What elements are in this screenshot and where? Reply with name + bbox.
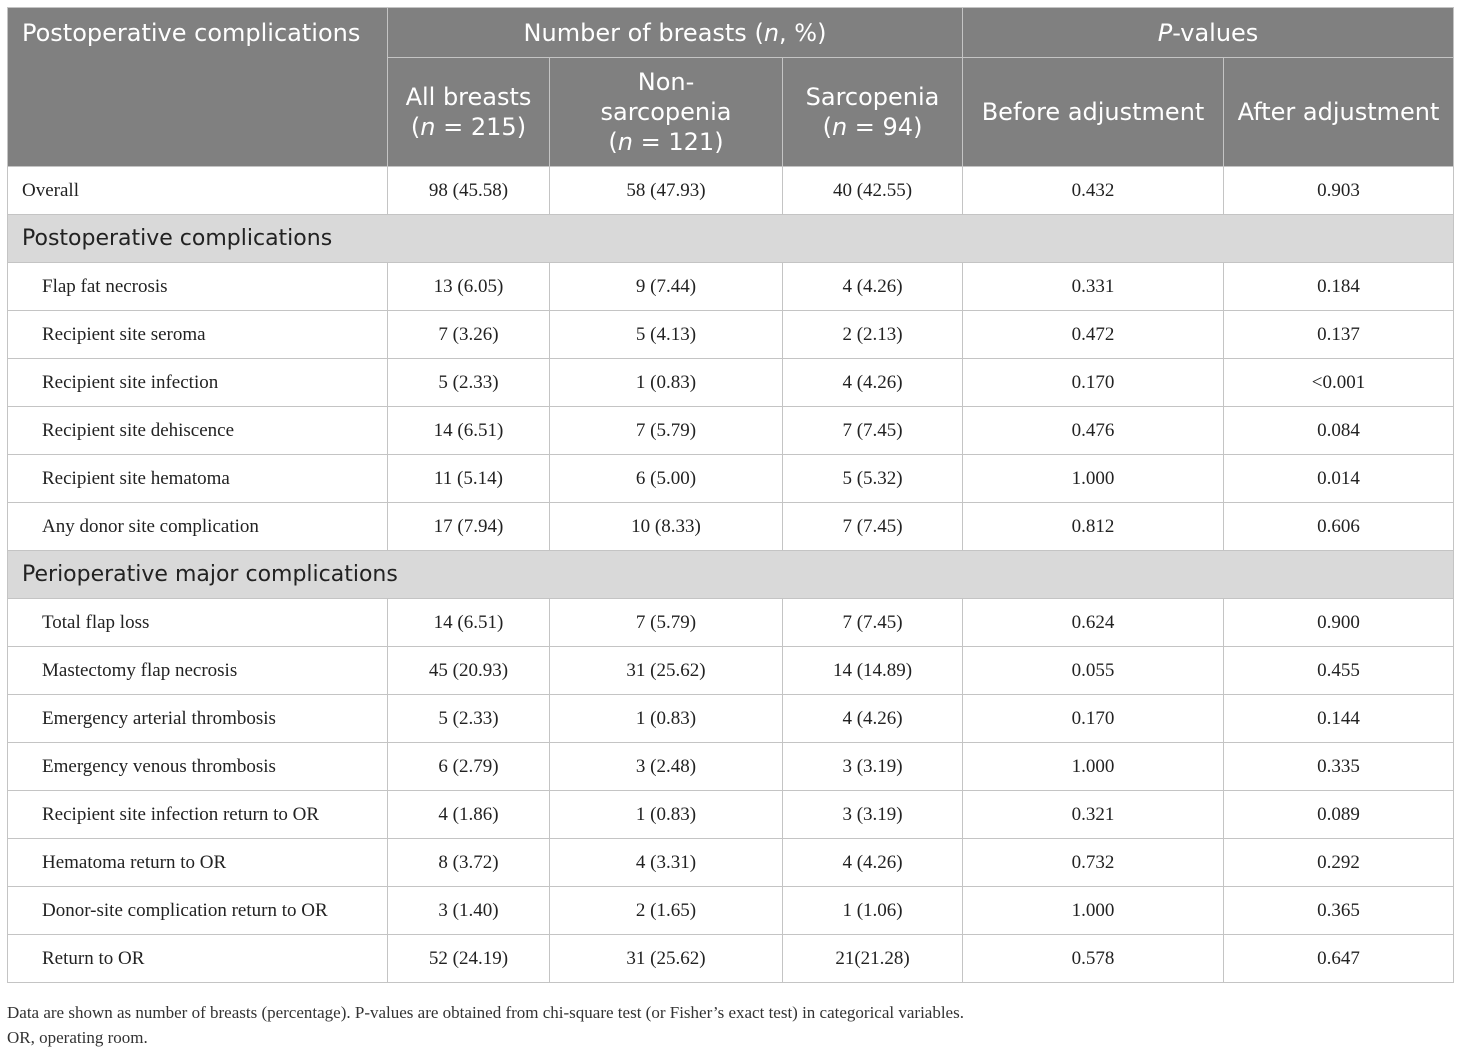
cell-after-adjustment: 0.084 (1224, 407, 1454, 455)
table-row-overall (8, 167, 1454, 215)
cell-non-sarcopenia: 7 (5.79) (550, 599, 783, 647)
cell-before-adjustment: 0.472 (963, 311, 1224, 359)
cell-all-breasts: 13 (6.05) (388, 263, 550, 311)
cell-before-adjustment: 0.321 (963, 791, 1224, 839)
cell-all-breasts: 11 (5.14) (388, 455, 550, 503)
table-row (8, 839, 1454, 887)
header-non-sarcopenia: Non- sarcopenia (n = 121) (550, 58, 783, 167)
table-row (8, 503, 1454, 551)
header-postoperative-complications: Postoperative complications (8, 8, 388, 167)
cell-sarcopenia: 14 (14.89) (783, 647, 963, 695)
cell-sarcopenia: 1 (1.06) (783, 887, 963, 935)
cell-all-breasts: 14 (6.51) (388, 599, 550, 647)
row-label: Return to OR (8, 935, 388, 983)
row-label: Emergency arterial thrombosis (8, 695, 388, 743)
section-title: Perioperative major complications (8, 551, 1454, 599)
cell-sarcopenia: 4 (4.26) (783, 695, 963, 743)
cell-non-sarcopenia: 7 (5.79) (550, 407, 783, 455)
complications-table (7, 7, 1454, 983)
table-row (8, 935, 1454, 983)
header-sarcopenia: Sarcopenia (n = 94) (783, 58, 963, 167)
cell-non-sarcopenia: 3 (2.48) (550, 743, 783, 791)
cell-non-sarcopenia: 6 (5.00) (550, 455, 783, 503)
cell-sarcopenia: 7 (7.45) (783, 503, 963, 551)
cell-after-adjustment: 0.184 (1224, 263, 1454, 311)
cell-non-sarcopenia: 2 (1.65) (550, 887, 783, 935)
cell-after-adjustment: <0.001 (1224, 359, 1454, 407)
row-label: Donor-site complication return to OR (8, 887, 388, 935)
cell-all-breasts: 7 (3.26) (388, 311, 550, 359)
cell-after-adjustment: 0.903 (1224, 167, 1454, 215)
cell-sarcopenia: 3 (3.19) (783, 791, 963, 839)
row-label: Flap fat necrosis (8, 263, 388, 311)
header-p-values: P-values (963, 8, 1454, 58)
cell-after-adjustment: 0.900 (1224, 599, 1454, 647)
cell-before-adjustment: 0.331 (963, 263, 1224, 311)
cell-before-adjustment: 1.000 (963, 743, 1224, 791)
row-label: Recipient site infection return to OR (8, 791, 388, 839)
cell-all-breasts: 6 (2.79) (388, 743, 550, 791)
cell-all-breasts: 45 (20.93) (388, 647, 550, 695)
cell-non-sarcopenia: 9 (7.44) (550, 263, 783, 311)
cell-non-sarcopenia: 5 (4.13) (550, 311, 783, 359)
table-row (8, 791, 1454, 839)
cell-all-breasts: 17 (7.94) (388, 503, 550, 551)
table-row (8, 695, 1454, 743)
row-label: Recipient site seroma (8, 311, 388, 359)
cell-after-adjustment: 0.292 (1224, 839, 1454, 887)
row-label: Recipient site infection (8, 359, 388, 407)
cell-after-adjustment: 0.365 (1224, 887, 1454, 935)
cell-sarcopenia: 21(21.28) (783, 935, 963, 983)
cell-sarcopenia: 7 (7.45) (783, 407, 963, 455)
cell-all-breasts: 5 (2.33) (388, 695, 550, 743)
row-label: Recipient site hematoma (8, 455, 388, 503)
cell-non-sarcopenia: 1 (0.83) (550, 695, 783, 743)
header-after-adjustment: After adjustment (1224, 58, 1454, 167)
cell-after-adjustment: 0.647 (1224, 935, 1454, 983)
section-title: Postoperative complications (8, 215, 1454, 263)
header-all-breasts: All breasts (n = 215) (388, 58, 550, 167)
table-row (8, 455, 1454, 503)
cell-after-adjustment: 0.606 (1224, 503, 1454, 551)
cell-after-adjustment: 0.144 (1224, 695, 1454, 743)
cell-after-adjustment: 0.089 (1224, 791, 1454, 839)
row-label: Recipient site dehiscence (8, 407, 388, 455)
cell-all-breasts: 14 (6.51) (388, 407, 550, 455)
table-row (8, 599, 1454, 647)
cell-before-adjustment: 0.476 (963, 407, 1224, 455)
table-row (8, 311, 1454, 359)
cell-non-sarcopenia: 31 (25.62) (550, 935, 783, 983)
table-row (8, 359, 1454, 407)
table-row (8, 263, 1454, 311)
cell-non-sarcopenia: 1 (0.83) (550, 359, 783, 407)
cell-sarcopenia: 4 (4.26) (783, 263, 963, 311)
cell-before-adjustment: 1.000 (963, 887, 1224, 935)
row-label: Emergency venous thrombosis (8, 743, 388, 791)
row-label: Overall (8, 167, 388, 215)
cell-all-breasts: 8 (3.72) (388, 839, 550, 887)
cell-all-breasts: 3 (1.40) (388, 887, 550, 935)
cell-non-sarcopenia: 58 (47.93) (550, 167, 783, 215)
cell-before-adjustment: 0.578 (963, 935, 1224, 983)
cell-non-sarcopenia: 4 (3.31) (550, 839, 783, 887)
cell-sarcopenia: 2 (2.13) (783, 311, 963, 359)
cell-all-breasts: 52 (24.19) (388, 935, 550, 983)
cell-sarcopenia: 3 (3.19) (783, 743, 963, 791)
row-label: Any donor site complication (8, 503, 388, 551)
cell-all-breasts: 4 (1.86) (388, 791, 550, 839)
cell-non-sarcopenia: 1 (0.83) (550, 791, 783, 839)
table-footnotes (7, 1000, 1447, 1050)
cell-sarcopenia: 7 (7.45) (783, 599, 963, 647)
row-label: Total flap loss (8, 599, 388, 647)
header-before-adjustment: Before adjustment (963, 58, 1224, 167)
cell-sarcopenia: 4 (4.26) (783, 839, 963, 887)
cell-after-adjustment: 0.137 (1224, 311, 1454, 359)
footnote-data: Data are shown as number of breasts (percentage). P-values are obtained from chi-square test (or Fisher’s exact test) in categorical variables. (7, 1003, 964, 1022)
row-label: Mastectomy flap necrosis (8, 647, 388, 695)
cell-after-adjustment: 0.455 (1224, 647, 1454, 695)
cell-after-adjustment: 0.335 (1224, 743, 1454, 791)
cell-before-adjustment: 1.000 (963, 455, 1224, 503)
cell-non-sarcopenia: 10 (8.33) (550, 503, 783, 551)
section-header-row (8, 215, 1454, 263)
cell-all-breasts: 5 (2.33) (388, 359, 550, 407)
cell-before-adjustment: 0.170 (963, 695, 1224, 743)
table-row (8, 887, 1454, 935)
cell-before-adjustment: 0.732 (963, 839, 1224, 887)
cell-before-adjustment: 0.170 (963, 359, 1224, 407)
header-number-of-breasts: Number of breasts (n, %) (388, 8, 963, 58)
cell-sarcopenia: 4 (4.26) (783, 359, 963, 407)
cell-before-adjustment: 0.624 (963, 599, 1224, 647)
cell-before-adjustment: 0.055 (963, 647, 1224, 695)
section-header-row (8, 551, 1454, 599)
table-row (8, 407, 1454, 455)
cell-after-adjustment: 0.014 (1224, 455, 1454, 503)
row-label: Hematoma return to OR (8, 839, 388, 887)
table-row (8, 743, 1454, 791)
table-row (8, 647, 1454, 695)
cell-sarcopenia: 5 (5.32) (783, 455, 963, 503)
cell-all-breasts: 98 (45.58) (388, 167, 550, 215)
cell-before-adjustment: 0.432 (963, 167, 1224, 215)
footnote-abbreviation: OR, operating room. (7, 1028, 148, 1047)
cell-before-adjustment: 0.812 (963, 503, 1224, 551)
cell-non-sarcopenia: 31 (25.62) (550, 647, 783, 695)
cell-sarcopenia: 40 (42.55) (783, 167, 963, 215)
